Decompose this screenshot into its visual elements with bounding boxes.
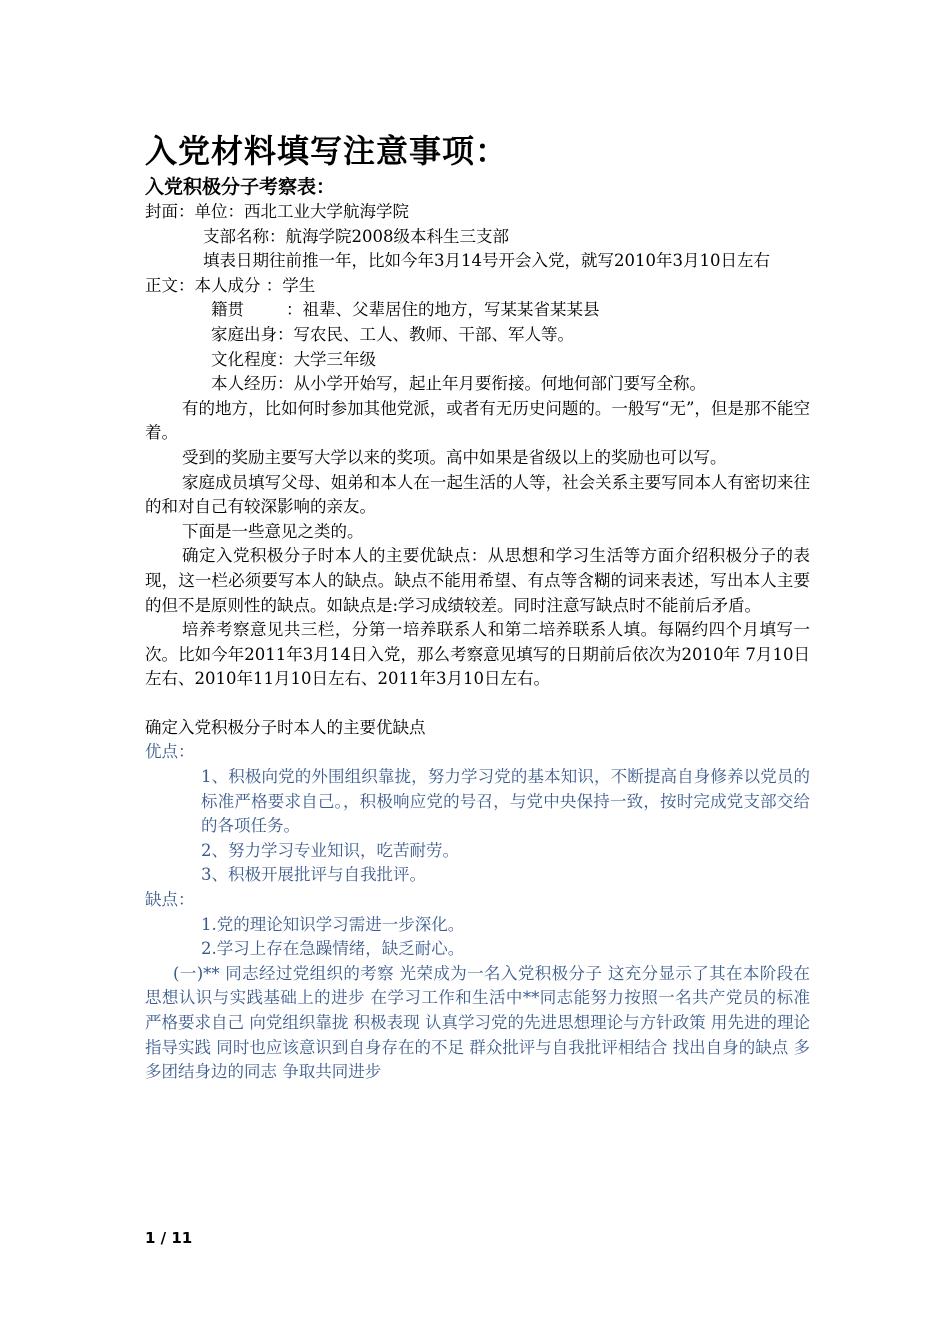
list-item: 2.学习上存在急躁情绪，缺乏耐心。 <box>201 939 465 959</box>
body-paragraph: 家庭成员填写父母、姐弟和本人在一起生活的人等，社会关系主要写同本人有密切来往的和对自己有较深影响的亲友。 <box>145 472 810 517</box>
body-family-origin: 家庭出身：写农民、工人、教师、干部、军人等。 <box>211 324 574 344</box>
body-paragraph: 下面是一些意见之类的。 <box>182 521 364 541</box>
page-title: 入党材料填写注意事项： <box>145 132 509 170</box>
body-paragraph: 确定入党积极分子时本人的主要优缺点：从思想和学习生活等方面介绍积极分子的表现，这一栏必须要写本人的缺点。缺点不能用希望、有点等含糊的词来表述，写出本人主要的但不是原则性的缺点。如缺点是:学习成绩较差。同时注意写缺点时不能前后矛盾。 <box>145 546 810 615</box>
strengths-label: 优点： <box>145 742 195 762</box>
cover-date: 填表日期往前推一年，比如今年3月14号开会入党，就写2010年3月10日左右 <box>203 251 770 271</box>
section-subtitle: 入党积极分子考察表： <box>145 176 336 198</box>
list-item: 2、努力学习专业知识，吃苦耐劳。 <box>201 840 459 860</box>
body-paragraph: 受到的奖励主要写大学以来的奖项。高中如果是省级以上的奖励也可以写。 <box>182 447 727 467</box>
document-content <box>145 128 810 1085</box>
body-native-place: 籍贯 ：祖辈、父辈居住的地方，写某某省某某县 <box>211 300 600 320</box>
section-heading: 确定入党积极分子时本人的主要优缺点 <box>145 717 426 737</box>
weaknesses-label: 缺点： <box>145 890 195 910</box>
body-education: 文化程度：大学三年级 <box>211 349 376 369</box>
spacer <box>145 692 810 716</box>
body-identity: 正文：本人成分 ：学生 <box>145 275 316 295</box>
cover-branch: 支部名称：航海学院2008级本科生三支部 <box>203 226 509 246</box>
page-number: 1 / 11 <box>145 1229 193 1247</box>
list-item: 1.党的理论知识学习需进一步深化。 <box>201 914 465 934</box>
body-paragraph: 培养考察意见共三栏，分第一培养联系人和第二培养联系人填。每隔约四个月填写一次。比如今年2011年3月14日入党，那么考察意见填写的日期前后依次为2010年 7月10日左右、2010年11月10日左右、2011年3月10日左右。 <box>145 620 810 689</box>
list-item: 3、积极开展批评与自我批评。 <box>201 865 426 885</box>
body-paragraph: 有的地方，比如何时参加其他党派，或者有无历史问题的。一般写“无”，但是那不能空着。 <box>145 398 810 443</box>
summary-paragraph: (一)** 同志经过党组织的考察 光荣成为一名入党积极分子 这充分显示了其在本阶段在思想认识与实践基础上的进步 在学习工作和生活中**同志能努力按照一名共产党员的标准严格要求自己 向党组织靠拢 积极表现 认真学习党的先进思想理论与方针政策 用先进的理论指导实践 同时也应该意识到自身存在的不足 群众批评与自我批评相结合 找出自身的缺点 多多团结身边的同志 争取共同进步 <box>145 963 810 1082</box>
list-item: 1、积极向党的外围组织靠拢，努力学习党的基本知识，不断提高自身修养以党员的标准严格要求自己。，积极响应党的号召，与党中央保持一致，按时完成党支部交给的各项任务。 <box>201 767 810 836</box>
body-experience: 本人经历：从小学开始写，起止年月要衔接。何地何部门要写全称。 <box>211 374 706 394</box>
cover-unit: 封面：单位：西北工业大学航海学院 <box>145 202 409 221</box>
